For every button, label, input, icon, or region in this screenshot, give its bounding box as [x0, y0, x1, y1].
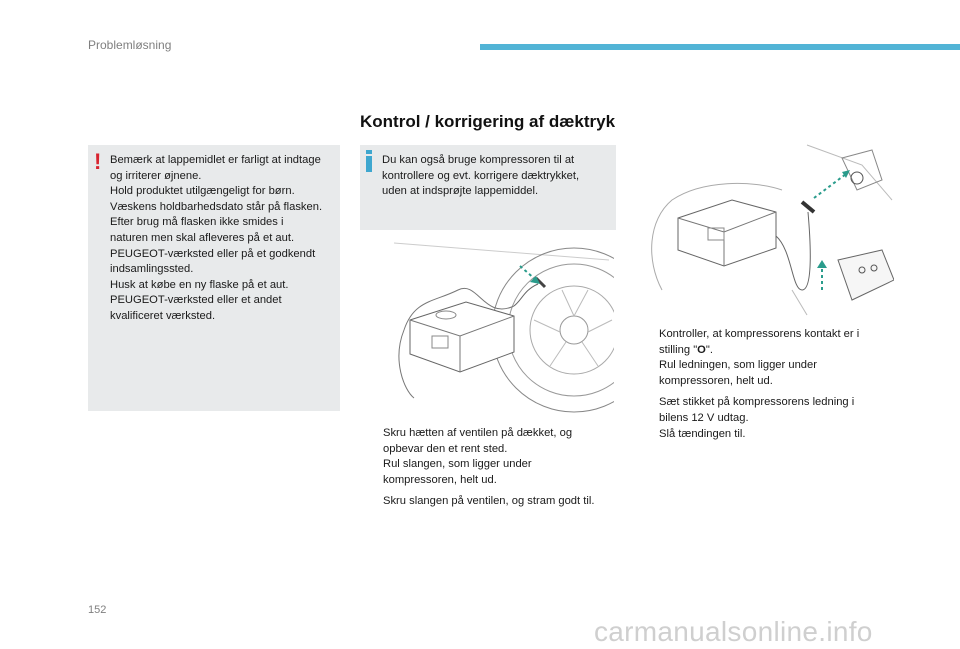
step-text: kompressoren, helt ud. — [383, 473, 497, 486]
warning-line: og irriterer øjnene. — [110, 169, 202, 182]
step-text — [659, 343, 904, 359]
list-item — [366, 426, 628, 457]
steps-list-valve — [366, 426, 628, 510]
steps-list-socket — [642, 327, 904, 442]
step-text: Sæt stikket på kompressorens ledning i — [659, 396, 855, 409]
warning-line: Bemærk at lappemidlet er farligt at indtage — [110, 154, 321, 166]
step-text: opbevar den et rent sted. — [383, 442, 508, 455]
warning-line: Væskens holdbarhedsdato står på flasken. — [110, 200, 323, 213]
step-text: Skru slangen på ventilen, og stram godt til. — [383, 495, 595, 508]
page-number: 152 — [88, 604, 107, 616]
list-item — [642, 395, 904, 426]
step-text: Skru hætten af ventilen på dækket, og — [383, 427, 573, 439]
info-line: uden at indsprøjte lappemiddel. — [382, 185, 539, 198]
warning-line: PEUGEOT-værksted eller på et godkendt — [110, 247, 316, 260]
warning-text — [110, 153, 336, 325]
step-text: Rul ledningen, som ligger under — [659, 359, 817, 372]
warning-line: indsamlingssted. — [110, 263, 194, 276]
warning-line: Husk at købe en ny flaske på et aut. — [110, 278, 289, 291]
info-box — [360, 145, 616, 230]
warning-line: kvalificeret værksted. — [110, 309, 216, 322]
warning-line: Hold produktet utilgængeligt for børn. — [110, 185, 295, 198]
warning-line: naturen men skal afleveres på et aut. — [110, 231, 295, 244]
step-text: Kontroller, at kompressorens kontakt er i — [659, 328, 860, 340]
switch-position-label: O — [697, 343, 706, 356]
list-item — [642, 427, 904, 443]
step-text-part: ". — [705, 343, 713, 356]
step-text: Slå tændingen til. — [659, 427, 746, 440]
step-text-part: stilling " — [659, 343, 698, 356]
list-item — [366, 457, 628, 488]
warning-exclamation-icon: ! — [94, 149, 102, 174]
compressor-socket-illustration — [642, 140, 894, 320]
info-i-icon — [366, 150, 372, 172]
warning-line: Efter brug må flasken ikke smides i — [110, 216, 284, 229]
step-text: kompressoren, helt ud. — [659, 374, 773, 387]
watermark: carmanualsonline.info — [594, 616, 873, 647]
compressor-wheel-illustration — [374, 240, 614, 420]
step-text: bilens 12 V udtag. — [659, 411, 749, 424]
list-item — [642, 327, 904, 358]
list-item — [642, 358, 904, 389]
section-color-bar — [480, 44, 960, 50]
section-title: Problemløsning — [88, 38, 172, 52]
page-title: Kontrol / korrigering af dæktryk — [360, 112, 616, 131]
list-item — [366, 494, 628, 510]
info-line: Du kan også bruge kompressoren til at — [382, 154, 575, 166]
step-text: Rul slangen, som ligger under — [383, 458, 532, 471]
warning-box — [88, 145, 340, 411]
info-text — [382, 153, 612, 200]
warning-line: PEUGEOT-værksted eller et andet — [110, 294, 282, 307]
info-line: kontrollere og evt. korrigere dæktrykket, — [382, 169, 580, 182]
